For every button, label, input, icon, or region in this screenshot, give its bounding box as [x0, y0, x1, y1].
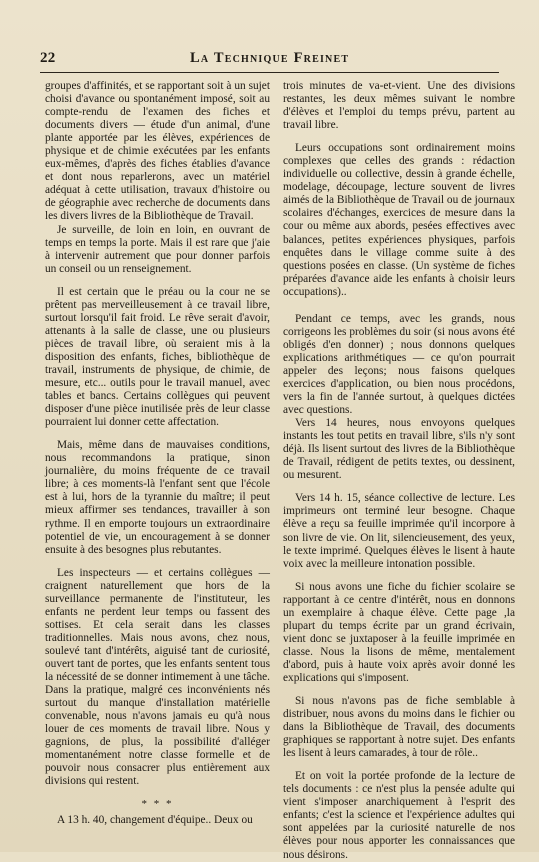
paragraph: Vers 14 heures, nous envoyons quelques instants les tout petits en travail libre, s'ils n'y sont déjà. Ils lisent surtout des livres de la Bibliothèque de Travail, rédigent de petits textes, ou dessinent, ou mesurent.	[283, 417, 515, 482]
paragraph: Leurs occupations sont ordinairement moins complexes que celles des grands : rédaction individuelle ou collective, dessin à grande échelle, modelage, découpage, lecture souvent de livres aimés de la Bibliothèque de Travail ou de journaux scolaires d'échanges, exercices de mesure dans la cour ou même aux abords, pesées effectives avec balances, petites expériences physiques, parfois enquêtes dans le village comme suite à des questions posées en classe. (Un système de fiches préparées d'avance aide les enfants à choisir leurs occupations)..	[283, 142, 515, 298]
paragraph: trois minutes de va-et-vient. Une des divisions restantes, les deux mêmes suivant le nombre d'élèves et l'emploi du temps prévu, partent au travail libre.	[283, 80, 515, 132]
paragraph: Les inspecteurs — et certains collègues — craignent naturellement que hors de la surveillance permanente de l'instituteur, les enfants ne perdent leur temps ou fassent des sottises. Et cela serait dans les classes traditionnelles. Mais nous avons, chez nous, soulevé tant d'intérêts, aiguisé tant de curiosité, ouvert tant de portes, que les enfants sentent tous la nécessité de se donner intimement à une tâche. Dans la pratique, malgré ces inconvénients nés surtout du manque d'installation matérielle convenable, nous n'avons jamais eu qu'à nous louer de ces moments de travail libre. Nous y gagnions, de plus, la possibilité d'alléger momentanément notre classe formelle et de pouvoir nous consacrer plus entièrement aux divisions qui restent.	[45, 566, 270, 788]
page-header	[40, 50, 499, 73]
paragraph: Mais, même dans de mauvaises conditions, nous recommandons la pratique, sinon journalière, du moins fréquente de ce travail libre; à ces moments-là l'enfant sent que l'école est à lui, hors de la tyrannie du maître; il peut mieux affirmer ses tendances, travailler à son rythme. Il en emporte toujours un extraordinaire potentiel de vie, un encouragement à se donner ensuite à des besognes plus rebutantes.	[45, 439, 270, 556]
paragraph: Pendant ce temps, avec les grands, nous corrigeons les problèmes du soir (si nous avons été obligés d'en donner) ; nous donnons quelques explications arithmétiques — ce qu'on pourrait appeler des leçons; nous faisons quelques exercices d'application, ou bien nous procédons, vers la fin de l'année surtout, à quelques dictées avec questions.	[283, 312, 515, 417]
paragraph: Si nous avons une fiche du fichier scolaire se rapportant à ce centre d'intérêt, nous en donnons un exemplaire à chaque élève. Cette page ,la plupart du temps écrite par un grand écrivain, vient donc se juxtaposer à la feuille imprimée en classe. Nous la lisons de même, mentalement d'abord, puis à haute voix après avoir donné les explications qui s'imposent.	[283, 580, 515, 684]
paragraph: Si nous n'avons pas de fiche semblable à distribuer, nous avons du moins dans le fichier ou dans la Bibliothèque de Travail, des documents graphiques se rapportant à notre sujet. Des enfants les lisent à leurs camarades, à tour de rôle..	[283, 695, 515, 760]
paragraph: A 13 h. 40, changement d'équipe.. Deux ou	[57, 814, 253, 827]
paragraph: Je surveille, de loin en loin, en ouvrant de temps en temps la porte. Mais il est rare que j'aie à intervenir autrement que pour donner parfois un conseil ou un renseignement.	[45, 223, 270, 275]
running-title: La Technique Freinet	[190, 50, 350, 66]
paragraph: Et on voit la portée profonde de la lecture de tels documents : ce n'est plus la pensée adulte qui vient s'imposer anarchiquement à l'esprit des enfants; c'est la science et l'expérience adultes qui sont appelées par la curiosité naturelle de nos élèves pour nous apporter les connaissances que nous désirons.	[283, 770, 515, 861]
section-separator: * * *	[141, 798, 174, 811]
left-column	[45, 80, 270, 827]
right-column	[283, 80, 515, 862]
page-number: 22	[40, 50, 56, 66]
paragraph: Il est certain que le préau ou la cour ne se prêtent pas merveilleusement à ce travail libre, surtout lorsqu'il fait froid. Le rêve serait d'avoir, attenants à la salle de classe, une ou plusieurs pièces de travail libre, où seraient mis à la disposition des enfants, fiches, bibliothèque de travail, instruments de physique, de chimie, de mesure, etc... outils pour le travail manuel, avec tables et bancs. Certains collègues qui peuvent disposer d'une pièce inutilisée près de leur classe pourraient lui donner cette affectation.	[45, 285, 270, 429]
paragraph: groupes d'affinités, et se rapportant soit à un sujet choisi d'avance ou spontanément imposé, soit au compte-rendu de l'examen des fiches et documents divers — étude d'un animal, d'une plante apportée par les élèves, expériences de physique et de chimie exécutées par les enfants eux-mêmes, d'après des fiches établies d'avance et dont nous reparlerons, avec un matériel adéquat à cette utilisation, travaux d'histoire ou de géographie avec recherche de documents dans les divers livres de la Bibliothèque de Travail.	[45, 80, 270, 223]
paragraph: Vers 14 h. 15, séance collective de lecture. Les imprimeurs ont terminé leur besogne. Chaque élève a reçu sa feuille imprimée qu'il incorpore à son livre de vie. On lit, silencieusement, des yeux, le texte imprimé. Quelques élèves le lisent à haute voix avec la meilleure intonation possible.	[283, 492, 515, 570]
